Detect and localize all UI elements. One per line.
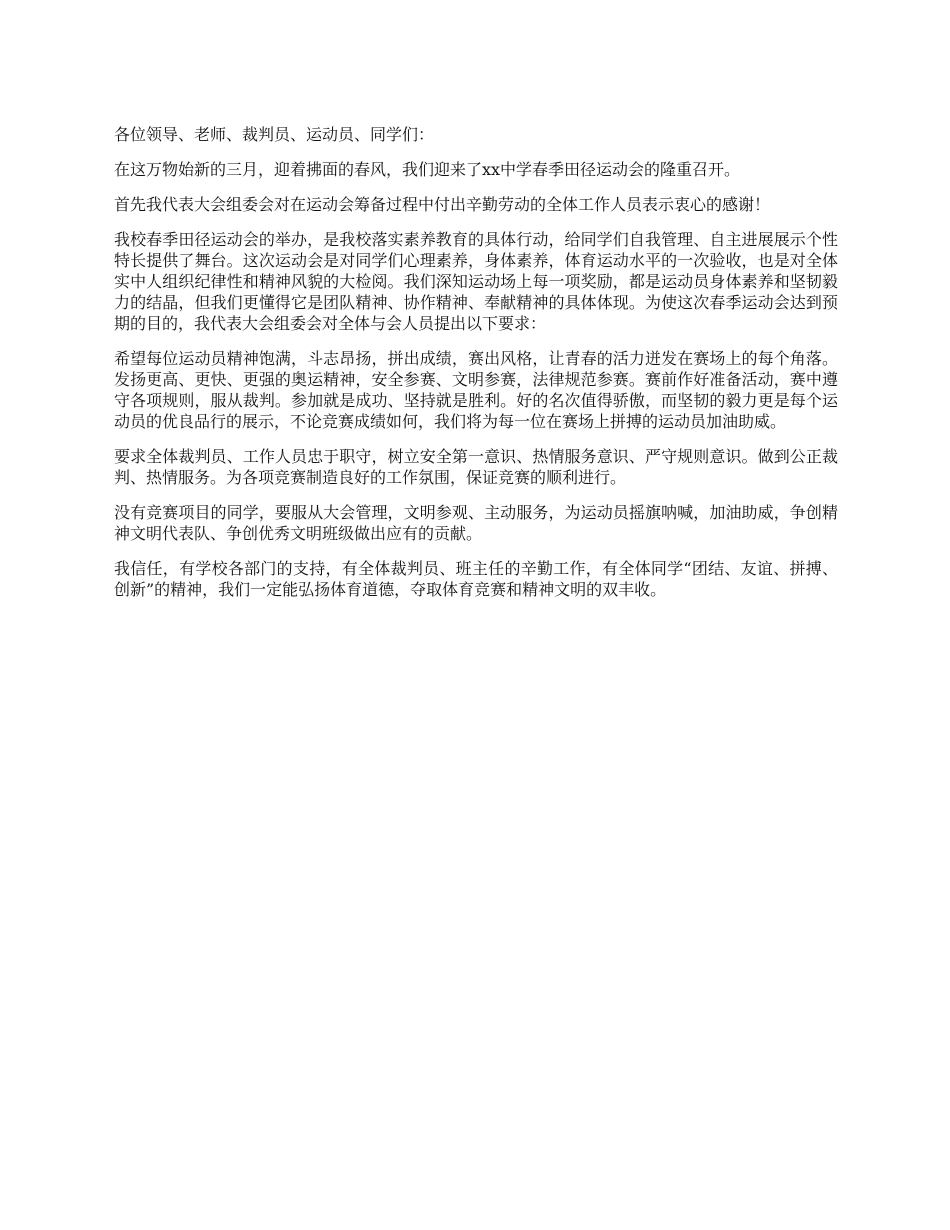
paragraph-referees: 要求全体裁判员、工作人员忠于职守，树立安全第一意识、热情服务意识、严守规则意识。做到公正裁判、热情服务。为各项竞赛制造良好的工作氛围，保证竞赛的顺利进行。: [114, 447, 838, 487]
paragraph-opening: 在这万物始新的三月，迎着拂面的春风，我们迎来了xx中学春季田径运动会的隆重召开。: [114, 160, 741, 179]
paragraph-closing: 我信任，有学校各部门的支持，有全体裁判员、班主任的辛勤工作，有全体同学“团结、友谊、拼搏、创新”的精神，我们一定能弘扬体育道德，夺取体育竞赛和精神文明的双丰收。: [114, 559, 838, 599]
paragraph-athletes: 希望每位运动员精神饱满，斗志昂扬，拼出成绩，赛出风格，让青春的活力迸发在赛场上的每个角落。发扬更高、更快、更强的奥运精神，安全参赛、文明参赛，法律规范参赛。赛前作好准备活动，赛中遵守各项规则，服从裁判。参加就是成功、坚持就是胜利。好的名次值得骄傲，而坚韧的毅力更是每个运动员的优良品行的展示，不论竞赛成绩如何，我们将为每一位在赛场上拼搏的运动员加油助威。: [114, 349, 838, 431]
salutation: 各位领导、老师、裁判员、运动员、同学们：: [114, 125, 435, 144]
paragraph-thanks: 首先我代表大会组委会对在运动会筹备过程中付出辛勤劳动的全体工作人员表示衷心的感谢！: [114, 195, 771, 214]
paragraph-purpose: 我校春季田径运动会的举办，是我校落实素养教育的具体行动，给同学们自我管理、自主进展展示个性特长提供了舞台。这次运动会是对同学们心理素养，身体素养，体育运动水平的一次验收，也是对全体实中人组织纪律性和精神风貌的大检阅。我们深知运动场上每一项奖励，都是运动员身体素养和坚韧毅力的结晶，但我们更懂得它是团队精神、协作精神、奉献精神的具体体现。为使这次春季运动会达到预期的目的，我代表大会组委会对全体与会人员提出以下要求：: [114, 230, 838, 333]
paragraph-students: 没有竞赛项目的同学，要服从大会管理，文明参观、主动服务，为运动员摇旗呐喊，加油助威，争创精神文明代表队、争创优秀文明班级做出应有的贡献。: [114, 503, 838, 543]
document-body: [114, 124, 838, 614]
